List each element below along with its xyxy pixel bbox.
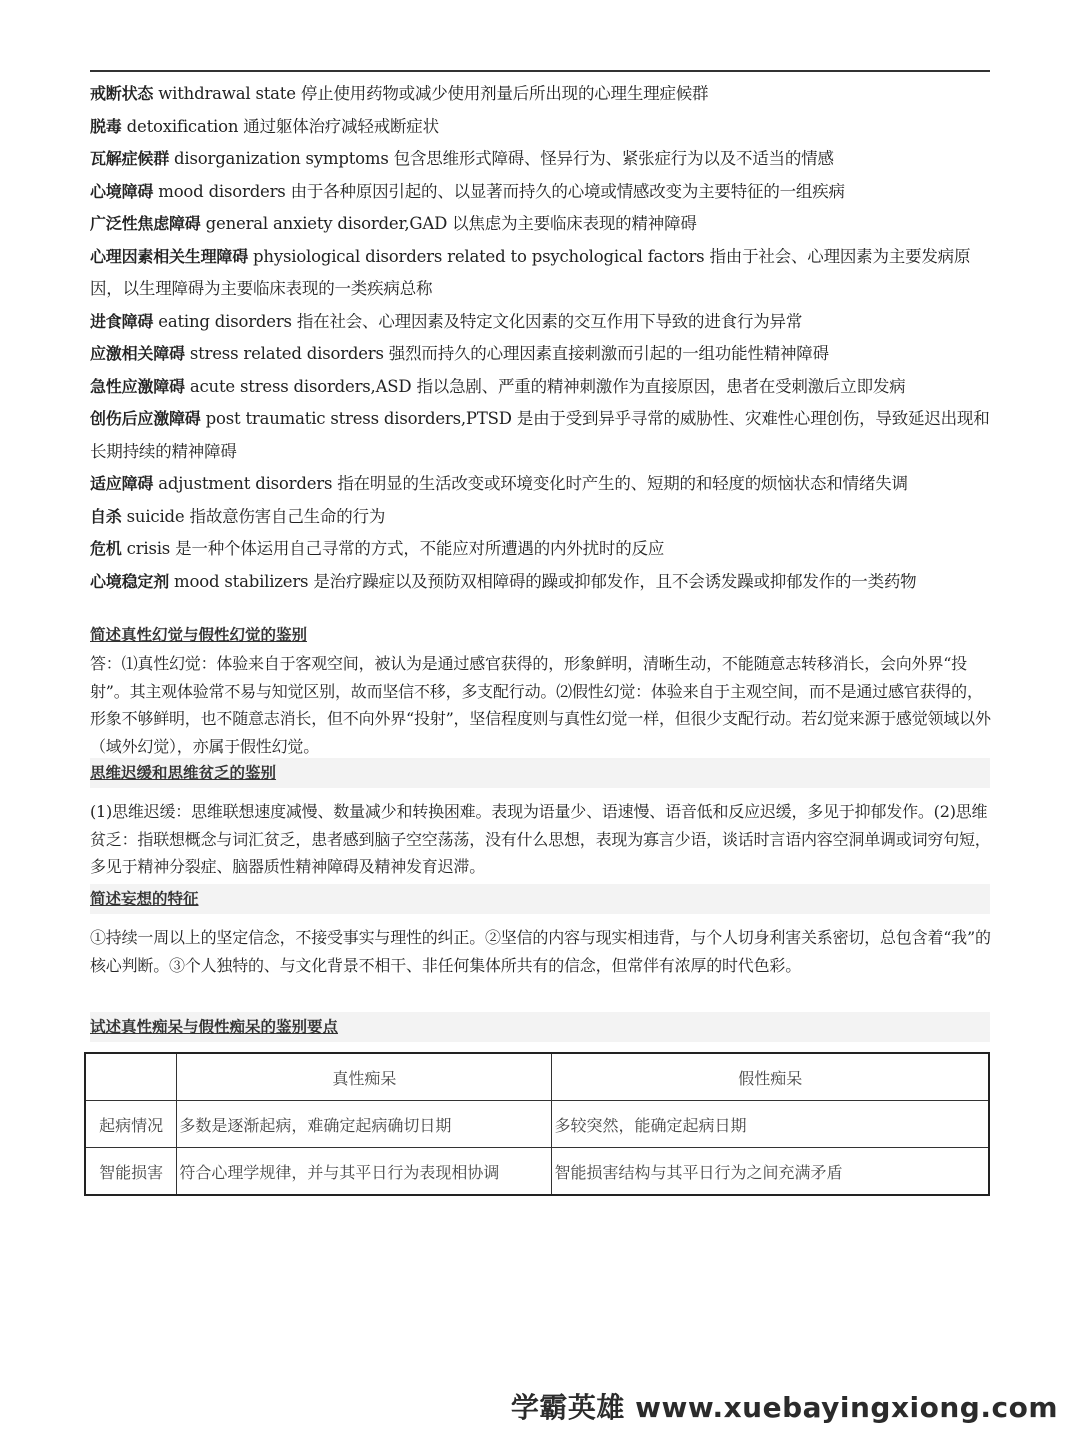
table-cell: 起病情况 xyxy=(85,1101,177,1148)
term: 急性应激障碍 xyxy=(90,376,185,396)
term: 脱毒 xyxy=(90,116,122,136)
glossary-entry xyxy=(90,78,995,111)
glossary-entry xyxy=(90,371,995,404)
term: 心理因素相关生理障碍 xyxy=(90,246,249,266)
glossary-entry xyxy=(90,306,995,339)
definition: mood disorders 由于各种原因引起的、以显著而持久的心境或情感改变为主要特征的一组疾病 xyxy=(153,181,845,201)
table-row xyxy=(85,1148,989,1196)
glossary-entry xyxy=(90,501,995,534)
glossary xyxy=(90,78,995,598)
table-header-cell xyxy=(85,1053,177,1101)
definition: stress related disorders 强烈而持久的心理因素直接刺激而引起的一组功能性精神障碍 xyxy=(184,344,829,363)
table-cell: 多数是逐渐起病，难确定起病确切日期 xyxy=(177,1101,552,1148)
glossary-entry xyxy=(90,533,995,566)
term: 创伤后应激障碍 xyxy=(90,409,201,428)
term: 瓦解症候群 xyxy=(90,149,170,168)
table-row xyxy=(85,1101,989,1148)
term: 广泛性焦虑障碍 xyxy=(90,214,201,233)
site-footer-watermark: 学霸英雄 www.xuebayingxiong.com xyxy=(510,1391,1058,1424)
glossary-entry xyxy=(90,176,995,209)
definition: eating disorders 指在社会、心理因素及特定文化因素的交互作用下导致的进食行为异常 xyxy=(153,311,803,331)
definition: suicide 指故意伤害自己生命的行为 xyxy=(121,506,386,526)
definition: crisis 是一种个体运用自己寻常的方式，不能应对所遭遇的内外扰时的反应 xyxy=(121,539,665,558)
table-cell: 符合心理学规律，并与其平日行为表现相协调 xyxy=(177,1148,552,1196)
top-rule xyxy=(90,70,990,72)
table-cell: 多较突然，能确定起病日期 xyxy=(552,1101,989,1148)
glossary-entry xyxy=(90,208,995,241)
comparison-table xyxy=(84,1052,990,1196)
term: 心境障碍 xyxy=(90,181,154,201)
definition: detoxification 通过躯体治疗减轻戒断症状 xyxy=(121,116,439,136)
glossary-entry xyxy=(90,403,995,468)
section-heading: 思维迟缓和思维贫乏的鉴别 xyxy=(90,758,990,788)
glossary-entry xyxy=(90,111,995,144)
definition: withdrawal state 停止使用药物或减少使用剂量后所出现的心理生理症候群 xyxy=(153,84,709,103)
definition: adjustment disorders 指在明显的生活改变或环境变化时产生的、短期的和轻度的烦恼状态和情绪失调 xyxy=(153,474,908,493)
definition: disorganization symptoms 包含思维形式障碍、怪异行为、紧张症行为以及不适当的情感 xyxy=(169,149,834,168)
term: 危机 xyxy=(90,539,122,558)
section-delusion xyxy=(90,884,995,979)
term: 适应障碍 xyxy=(90,474,154,493)
glossary-entry xyxy=(90,468,995,501)
section-hallucination xyxy=(90,620,995,760)
section-heading: 简述真性幻觉与假性幻觉的鉴别 xyxy=(90,626,308,644)
table-cell: 智能损害 xyxy=(85,1148,177,1196)
definition: general anxiety disorder,GAD 以焦虑为主要临床表现的精神障碍 xyxy=(200,214,697,233)
definition: post traumatic stress disorders,PTSD 是由于受到异乎寻常的威胁性、灾难性心理创伤，导致延迟出现和长期持续的精神障碍 xyxy=(90,409,990,461)
table-header-row xyxy=(85,1053,989,1101)
section-body: 答：⑴真性幻觉：体验来自于客观空间，被认为是通过感官获得的，形象鲜明，清晰生动，不能随意志转移消长，会向外界“投射”。其主观体验常不易与知觉区别，故而坚信不移，多支配行动。⑵假性幻觉：体验来自于主观空间，而不是通过感官获得的，形象不够鲜明，也不随意志消长，但不向外界“投射”，坚信程度则与真性幻觉一样，但很少支配行动。若幻觉来源于感觉领域以外（域外幻觉），亦属于假性幻觉。 xyxy=(90,654,991,756)
definition: physiological disorders related to psychological factors 指由于社会、心理因素为主要发病原因，以生理障碍为主要临床表现的一类疾病总称 xyxy=(90,246,971,298)
table-header-cell: 真性痴呆 xyxy=(177,1053,552,1101)
definition: acute stress disorders,ASD 指以急剧、严重的精神刺激作为直接原因，患者在受刺激后立即发病 xyxy=(184,376,906,396)
term: 戒断状态 xyxy=(90,84,154,103)
section-dementia xyxy=(90,1012,995,1042)
table-cell: 智能损害结构与其平日行为之间充满矛盾 xyxy=(552,1148,989,1196)
term: 进食障碍 xyxy=(90,311,154,331)
section-body: (1)思维迟缓：思维联想速度减慢、数量减少和转换困难。表现为语量少、语速慢、语音低和反应迟缓，多见于抑郁发作。(2)思维贫乏：指联想概念与词汇贫乏，患者感到脑子空空荡荡，没有什么思想，表现为寡言少语，谈话时言语内容空洞单调或词穷句短，多见于精神分裂症、脑器质性精神障碍及精神发育迟滞。 xyxy=(90,802,991,876)
glossary-entry xyxy=(90,241,995,306)
section-heading: 简述妄想的特征 xyxy=(90,884,990,914)
section-thinking xyxy=(90,758,995,881)
glossary-entry xyxy=(90,143,995,176)
term: 心境稳定剂 xyxy=(90,571,170,591)
definition: mood stabilizers 是治疗躁症以及预防双相障碍的躁或抑郁发作，且不会诱发躁或抑郁发作的一类药物 xyxy=(169,571,917,591)
term: 自杀 xyxy=(90,506,122,526)
section-body: ①持续一周以上的坚定信念，不接受事实与理性的纠正。②坚信的内容与现实相违背，与个人切身利害关系密切，总包含着“我”的核心判断。③个人独特的、与文化背景不相干、非任何集体所共有的信念，但常伴有浓厚的时代色彩。 xyxy=(90,928,991,975)
section-heading: 试述真性痴呆与假性痴呆的鉴别要点 xyxy=(90,1012,990,1042)
table-header-cell: 假性痴呆 xyxy=(552,1053,989,1101)
term: 应激相关障碍 xyxy=(90,344,185,363)
glossary-entry xyxy=(90,338,995,371)
glossary-entry xyxy=(90,566,995,599)
